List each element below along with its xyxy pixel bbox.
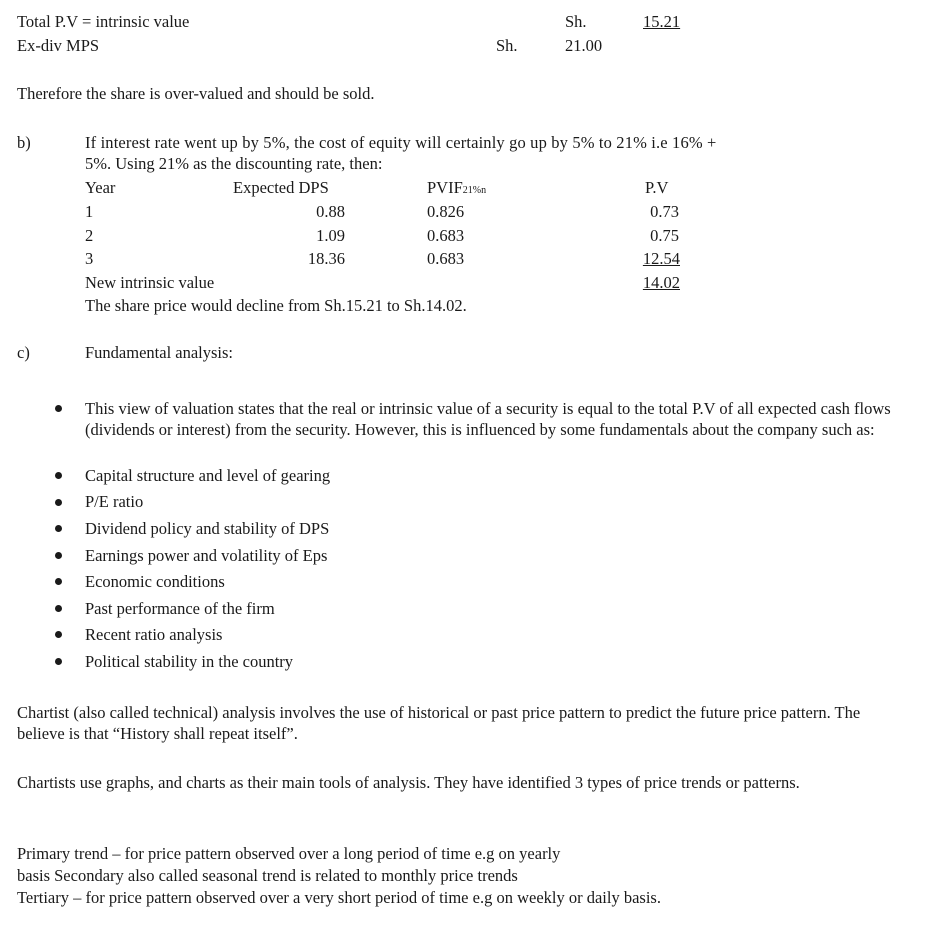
new-intrinsic-label: New intrinsic value <box>85 273 215 292</box>
chartist-paragraph-1: Chartist (also called technical) analysis involves the use of historical or past price pattern to predict the future price pattern. The believe is that “History shall repeat itself”. <box>17 703 861 743</box>
cell-dps: 0.88 <box>316 202 345 221</box>
bullet-icon <box>55 405 62 412</box>
part-c-marker: c) <box>17 343 30 362</box>
bullet-text: Past performance of the firm <box>85 599 275 618</box>
bullet-intro-text: This view of valuation states that the real or intrinsic value of a security is equal to the total P.V of all expected cash flows (dividends or interest) from the security. However, this is influenced by some fundamentals about the company such as: <box>85 399 891 439</box>
cell-pv: 12.54 <box>642 249 680 268</box>
part-b-marker: b) <box>17 133 31 152</box>
conclusion-text: Therefore the share is over-valued and should be sold. <box>17 84 375 103</box>
trend-line-2: basis Secondary also called seasonal trend is related to monthly price trends <box>17 866 518 885</box>
total-pv-currency: Sh. <box>565 12 587 31</box>
chartist-paragraph-2: Chartists use graphs, and charts as their main tools of analysis. They have identified 3 types of price trends or patterns. <box>17 773 800 792</box>
cell-year: 1 <box>85 202 94 221</box>
bullet-icon <box>55 578 62 585</box>
new-intrinsic-value: 14.02 <box>642 273 680 292</box>
bullet-icon <box>55 472 62 479</box>
cell-year: 3 <box>85 249 94 268</box>
exdiv-label: Ex-div MPS <box>17 36 100 55</box>
bullet-icon <box>55 525 62 532</box>
total-pv-label: Total P.V = intrinsic value <box>17 12 190 31</box>
cell-pvif: 0.683 <box>427 249 465 268</box>
trend-line-3: Tertiary – for price pattern observed over a very short period of time e.g on weekly or daily basis. <box>17 888 661 907</box>
part-b-summary: The share price would decline from Sh.15.21 to Sh.14.02. <box>85 296 467 315</box>
col-header-pvif-subscript: 21%n <box>462 185 487 196</box>
trend-line-1: Primary trend – for price pattern observed over a long period of time e.g on yearly <box>17 844 561 863</box>
bullet-icon <box>55 605 62 612</box>
part-b-intro-line1: If interest rate went up by 5%, the cost of equity will certainly go up by 5% to 21% i.e 16% + <box>85 133 717 152</box>
bullet-text: Dividend policy and stability of DPS <box>85 519 330 538</box>
col-header-year: Year <box>85 178 116 197</box>
cell-pv: 0.75 <box>650 226 679 245</box>
bullet-text: P/E ratio <box>85 492 144 511</box>
bullet-icon <box>55 631 62 638</box>
bullet-text: Recent ratio analysis <box>85 625 223 644</box>
bullet-text: Political stability in the country <box>85 652 294 671</box>
total-pv-value: 15.21 <box>643 12 681 31</box>
cell-dps: 1.09 <box>316 226 345 245</box>
col-header-pv: P.V <box>645 178 669 197</box>
exdiv-value: 21.00 <box>565 36 603 55</box>
col-header-dps: Expected DPS <box>233 178 329 197</box>
col-header-pvif: PVIF21%n <box>427 178 487 197</box>
bullet-icon <box>55 658 62 665</box>
cell-year: 2 <box>85 226 94 245</box>
bullet-icon <box>55 499 62 506</box>
part-b-intro-line2: 5%. Using 21% as the discounting rate, then: <box>85 154 383 173</box>
bullet-text: Capital structure and level of gearing <box>85 466 331 485</box>
bullet-text: Earnings power and volatility of Eps <box>85 546 328 565</box>
cell-pvif: 0.683 <box>427 226 465 245</box>
cell-dps: 18.36 <box>307 249 345 268</box>
cell-pv: 0.73 <box>650 202 679 221</box>
bullet-text: Economic conditions <box>85 572 225 591</box>
bullet-icon <box>55 552 62 559</box>
exdiv-currency: Sh. <box>496 36 518 55</box>
cell-pvif: 0.826 <box>427 202 465 221</box>
part-c-heading: Fundamental analysis: <box>85 343 234 362</box>
